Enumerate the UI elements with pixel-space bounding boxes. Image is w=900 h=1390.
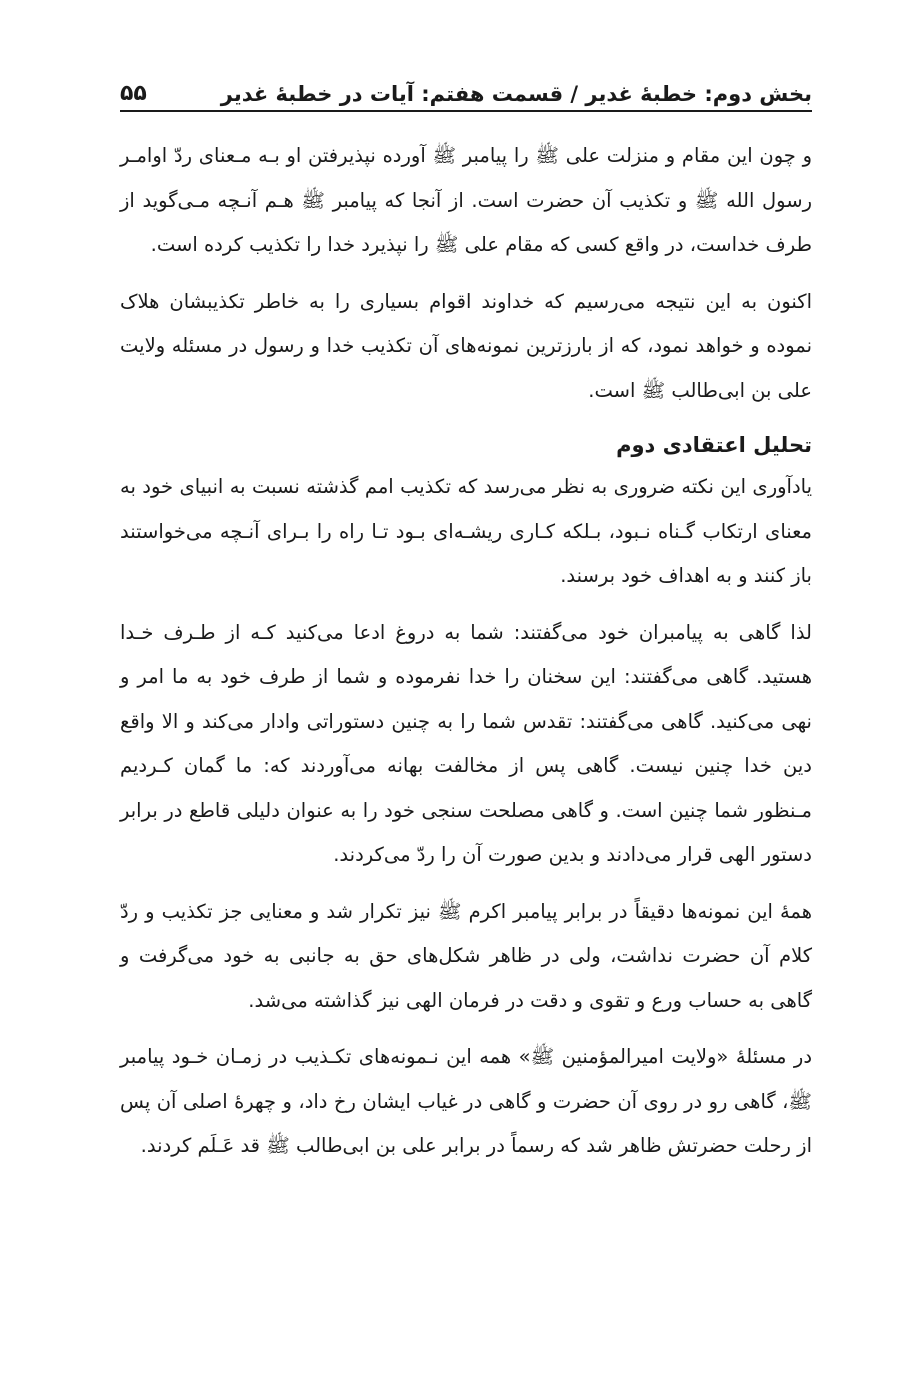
section-heading: تحلیل اعتقادی دوم bbox=[616, 433, 812, 457]
paragraph-1: و چون این مقام و منزلت علی ﷺ را پیامبر ﷺ آورده نپذیرفتن او بـه مـعنای ردّ اوامـر رسول الله ﷺ و تکذیب آن حضرت است. از آنجا که پیامبر ﷺ هـم آنـچه مـی‌گوید از طرف خداست، در واقع کسی که مقام علی ﷺ را نپذیرد خدا را تکذیب کرده است. bbox=[120, 144, 812, 256]
header-title: بخش دوم: خطبهٔ غدیر / قسمت هفتم: آیات در خطبهٔ غدیر bbox=[220, 82, 812, 106]
paragraph-5: همهٔ این نمونه‌ها دقیقاً در برابر پیامبر اکرم ﷺ نیز تکرار شد و معنایی جز تکذیب و ردّ کلام آن حضرت نداشت، ولی در ظاهر شکل‌های حق به جانبی به خود می‌گرفت و گاهی به حساب ورع و تقوی و دقت در فرمان الهی نیز گذاشته می‌شد. bbox=[120, 899, 812, 1012]
page-content bbox=[120, 134, 812, 1169]
running-header bbox=[120, 60, 812, 112]
page-number: ۵۵ bbox=[120, 81, 147, 106]
paragraph-6: در مسئلهٔ «ولایت امیرالمؤمنین ﷺ» همه این نـمونه‌های تکـذیب در زمـان خـود پیامبر ﷺ، گاهی رو در روی آن حضرت و گاهی در غیاب ایشان رخ داد، و چهرهٔ اصلی آن پس از رحلت حضرتش ظاهر شد که رسماً در برابر علی بن ابی‌طالب ﷺ قد عَـلَم کردند. bbox=[120, 1045, 812, 1157]
paragraph-3: یادآوری این نکته ضروری به نظر می‌رسد که تکذیب امم گذشته نسبت به انبیای خود به معنای ارتکاب گـناه نـبود، بـلکه کـاری ریشـه‌ای بـود تـا راه را بـرای آنـچه می‌خواستند باز کنند و به اهداف خود برسند. bbox=[120, 475, 812, 587]
paragraph-4: لذا گاهی به پیامبران خود می‌گفتند: شما به دروغ ادعا می‌کنید کـه از طـرف خـدا هستید. گاهی می‌گفتند: این سخنان را خدا نفرموده و شما از طرف خود به ما امر و نهی می‌کنید. گاهی می‌گفتند: تقدس شما را به چنین دستوراتی وادار می‌کند و الا واقع دین خدا چنین نیست. گاهی پس از مخالفت بهانه می‌آوردند که: ما گمان کـردیم مـنظور شما چنین است. و گاهی مصلحت سنجی خود را به عنوان دلیلی قاطع در برابر دستور الهی قرار می‌دادند و بدین صورت آن را ردّ می‌کردند. bbox=[120, 620, 812, 866]
book-page bbox=[120, 60, 812, 1181]
paragraph-2: اکنون به این نتیجه می‌رسیم که خداوند اقوام بسیاری را به خاطر تکذیبشان هلاک نموده و خواهد نمود، که از بارزترین نمونه‌های آن تکذیب خدا و رسول در مسئله ولایت علی بن ابی‌طالب ﷺ است. bbox=[120, 289, 812, 402]
